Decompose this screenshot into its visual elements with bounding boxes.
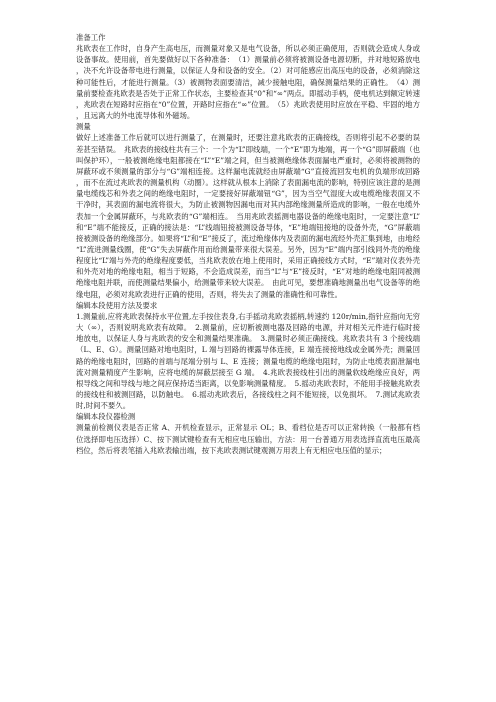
section-body-measurement: 做好上述准备工作后就可以进行测量了，在测量时，还要注意兆欧表的正确接线，否则将引起不必要的误差甚至错误。 兆欧表的接线柱共有三个：一个为“L”即线端，一个“E”即为地端，再一个“G”即屏蔽端（也叫保护环），一般被测绝缘电阻都接在“L”“E”端之间，但当被测绝缘体表面漏电严重时，必须将被测物的屏蔽环或不须测量的部分与“G”端相连接。这样漏电流就经由屏蔽端“G”直接流回发电机的负端形成回路，而不在流过兆欧表的测量机构（动圈）。这样就从根本上消除了表面漏电流的影响，特别应该注意的是测量电缆线芯和外表之间的绝缘电阻时，一定要接好屏蔽端钮“G”，因为当空气湿度大或电缆绝缘表面又不干净时，其表面的漏电流将很大，为防止被测物因漏电而对其内部绝缘测量所造成的影响，一般在电缆外表加一个金属屏蔽环，与兆欧表的“G”端相连。 当用兆欧表摇测电器设备的绝缘电阻时，一定要注意“L”和“E”端不能接反，正确的接法是：“L”线端钮接被测设备导体，“E”地端钮接地的设备外壳，“G”屏蔽端接被测设备的绝缘部分。如果将“L”和“E”接反了，流过绝缘体内及表面的漏电流经外壳汇集到地，由地经“L”流进测量线圈，使“G”失去屏蔽作用而给测量带来很大误差。另外，因为“E”端内部引线同外壳的绝缘程度比“L”端与外壳的绝缘程度要低，当兆欧表放在地上使用时，采用正确接线方式时，“E”端对仪表外壳和外壳对地的绝缘电阻，相当于短路，不会造成误差，而当“L”与“E”接反时，“E”对地的绝缘电阻同被测绝缘电阻并联，而使测量结果偏小，给测量带来较大误差。 由此可见，要想准确地测量出电气设备等的绝缘电阻，必须对兆欧表进行正确的使用，否则，将失去了测量的准确性和可靠性。 [76,133,420,299]
section-body-preparation: 兆欧表在工作时，自身产生高电压，而测量对象又是电气设备，所以必须正确使用，否则就会造成人身或设备事故。使用前，首先要做好以下各种准备： （1）测量前必须将被测设备电源切断，并对地短路放电，决不允许设备带电进行测量，以保证人身和设备的安全。（2）对可能感应出高压电的设备，必须消除这种可能性后，才能进行测量。（3）被测物表面要清洁，减少接触电阻，确保测量结果的正确性。 （4）测量前要检查兆欧表是否处于正常工作状态，主要检查其“0”和“∞”两点。即摇动手柄，使电机达到额定转速，兆欧表在短路时应指在“0”位置，开路时应指在“∞”位置。 （5）兆欧表使用时应放在平稳、牢固的地方，且远离大的外电流导体和外磁场。 [76,44,420,121]
section-body-usage-method: 1.测量前,应将兆欧表保持水平位置,左手按住表身,右手摇动兆欧表摇柄,转速约 120r/min,指针应指向无穷大（∞），否则说明兆欧表有故障。 2.测量前，应切断被测电器及回路的电源，并对相关元件进行临时接地放电，以保证人身与兆欧表的安全和测量结果准确。 3.测量时必须正确接线。兆欧表共有 3 个接线端（L、E、G）。测量回路对地电阻时，L 端与回路的裸露导体连接，E 端连接接地线或金属外壳；测量回路的绝缘电阻时，回路的首端与尾端分别与 L、E 连接；测量电缆的绝缘电阻时，为防止电缆表面泄漏电流对测量精度产生影响，应将电缆的屏蔽层接至 G 端。 4.兆欧表接线柱引出的测量软线绝缘应良好，两根导线之间和导线与地之间应保持适当距离，以免影响测量精度。 5.摇动兆欧表时，不能用手接触兆欧表的接线柱和被测回路，以防触电。 6.摇动兆欧表后，各接线柱之间不能短接，以免损坏。 7.测试兆欧表时,时间不要久。 [76,311,420,411]
section-heading-instrument-check: 编辑本段仪器检测 [76,412,136,422]
section-heading-usage-method: 编辑本段使用方法及要求 [76,300,158,310]
section-heading-preparation: 准备工作 [76,33,106,42]
section-body-instrument-check: 测量前检测仪表是否正常 A、开机检查显示，正常显示 OL；B、看档位是否可以正常转换（一般都有档位选择即电压选择）C、按下测试键检查有无相应电压输出，方法：用一台普通万用表选择直流电压最高档位，然后将表笔插入兆欧表输出端，按下兆欧表测试键观测万用表上有无相应电压值的显示； [76,423,420,455]
section-heading-measurement: 测量 [76,122,91,132]
